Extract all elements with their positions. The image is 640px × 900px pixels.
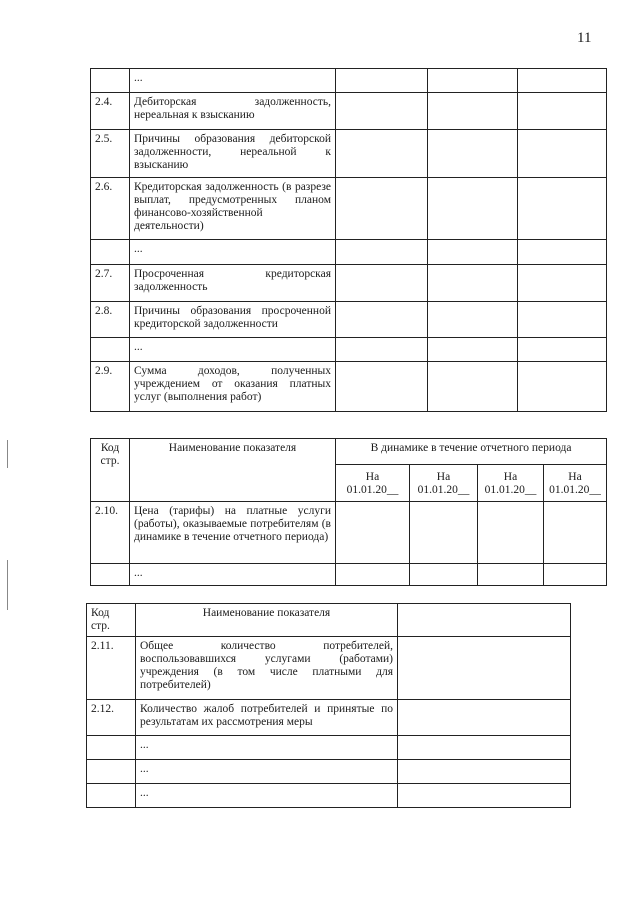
row-name: ... [136, 760, 398, 784]
table-receivables-payables [90, 68, 607, 412]
row-code [87, 736, 136, 760]
row-name: Кредиторская задолженность (в разрезе выплат, предусмотренных планом финансово-хозяйственной деятельности) [130, 178, 336, 240]
row-code [91, 240, 130, 265]
header-date: На 01.01.20__ [336, 465, 410, 502]
table-row [87, 637, 571, 700]
row-code: 2.4. [91, 93, 130, 130]
header-date: На 01.01.20__ [478, 465, 544, 502]
header-dynamics: В динамике в течение отчетного периода [336, 439, 607, 465]
table-row [91, 362, 607, 412]
row-name: Цена (тарифы) на платные услуги (работы), оказываемые потребителям (в динамике в течение отчетного периода) [130, 502, 336, 564]
row-code [87, 784, 136, 808]
table-consumers [86, 603, 571, 808]
row-code: 2.5. [91, 130, 130, 178]
row-code [87, 760, 136, 784]
row-name: ... [130, 338, 336, 362]
row-code [91, 564, 130, 586]
row-name: ... [136, 736, 398, 760]
row-name: Дебиторская задолженность, нереальная к взысканию [130, 93, 336, 130]
row-name: ... [136, 784, 398, 808]
table-row [87, 736, 571, 760]
header-name: Наименование показателя [130, 439, 336, 502]
row-name: Причины образования дебиторской задолженности, нереальной к взысканию [130, 130, 336, 178]
table-row [91, 93, 607, 130]
row-name: ... [130, 564, 336, 586]
row-code: 2.7. [91, 265, 130, 302]
table-row [91, 502, 607, 564]
header-date: На 01.01.20__ [544, 465, 607, 502]
page-number: 11 [577, 30, 592, 46]
table-row [91, 178, 607, 240]
table-row [91, 240, 607, 265]
row-code: 2.10. [91, 502, 130, 564]
table-row [91, 302, 607, 338]
header-date: На 01.01.20__ [410, 465, 478, 502]
row-code: 2.12. [87, 700, 136, 736]
table-row [91, 564, 607, 586]
table-row [91, 338, 607, 362]
header-name: Наименование показателя [136, 604, 398, 637]
row-code: 2.11. [87, 637, 136, 700]
row-code: 2.6. [91, 178, 130, 240]
row-code: 2.8. [91, 302, 130, 338]
row-name: Общее количество потребителей, воспользовавшихся услугами (работами) учреждения (в том числе платными для потребителей) [136, 637, 398, 700]
row-name: Сумма доходов, полученных учреждением от оказания платных услуг (выполнения работ) [130, 362, 336, 412]
table-row [91, 69, 607, 93]
row-name: Причины образования просроченной кредиторской задолженности [130, 302, 336, 338]
table-row [87, 700, 571, 736]
table-row [91, 265, 607, 302]
table-price-dynamics [90, 438, 607, 586]
row-name: Количество жалоб потребителей и принятые по результатам их рассмотрения меры [136, 700, 398, 736]
margin-mark [7, 440, 8, 468]
row-name: Просроченная кредиторская задолженность [130, 265, 336, 302]
header-code: Код стр. [87, 604, 136, 637]
row-code: 2.9. [91, 362, 130, 412]
row-name: ... [130, 69, 336, 93]
table-row [87, 760, 571, 784]
table-row [91, 130, 607, 178]
table-row [87, 784, 571, 808]
row-name: ... [130, 240, 336, 265]
row-code [91, 69, 130, 93]
margin-mark [7, 560, 8, 610]
row-code [91, 338, 130, 362]
header-code: Код стр. [91, 439, 130, 502]
